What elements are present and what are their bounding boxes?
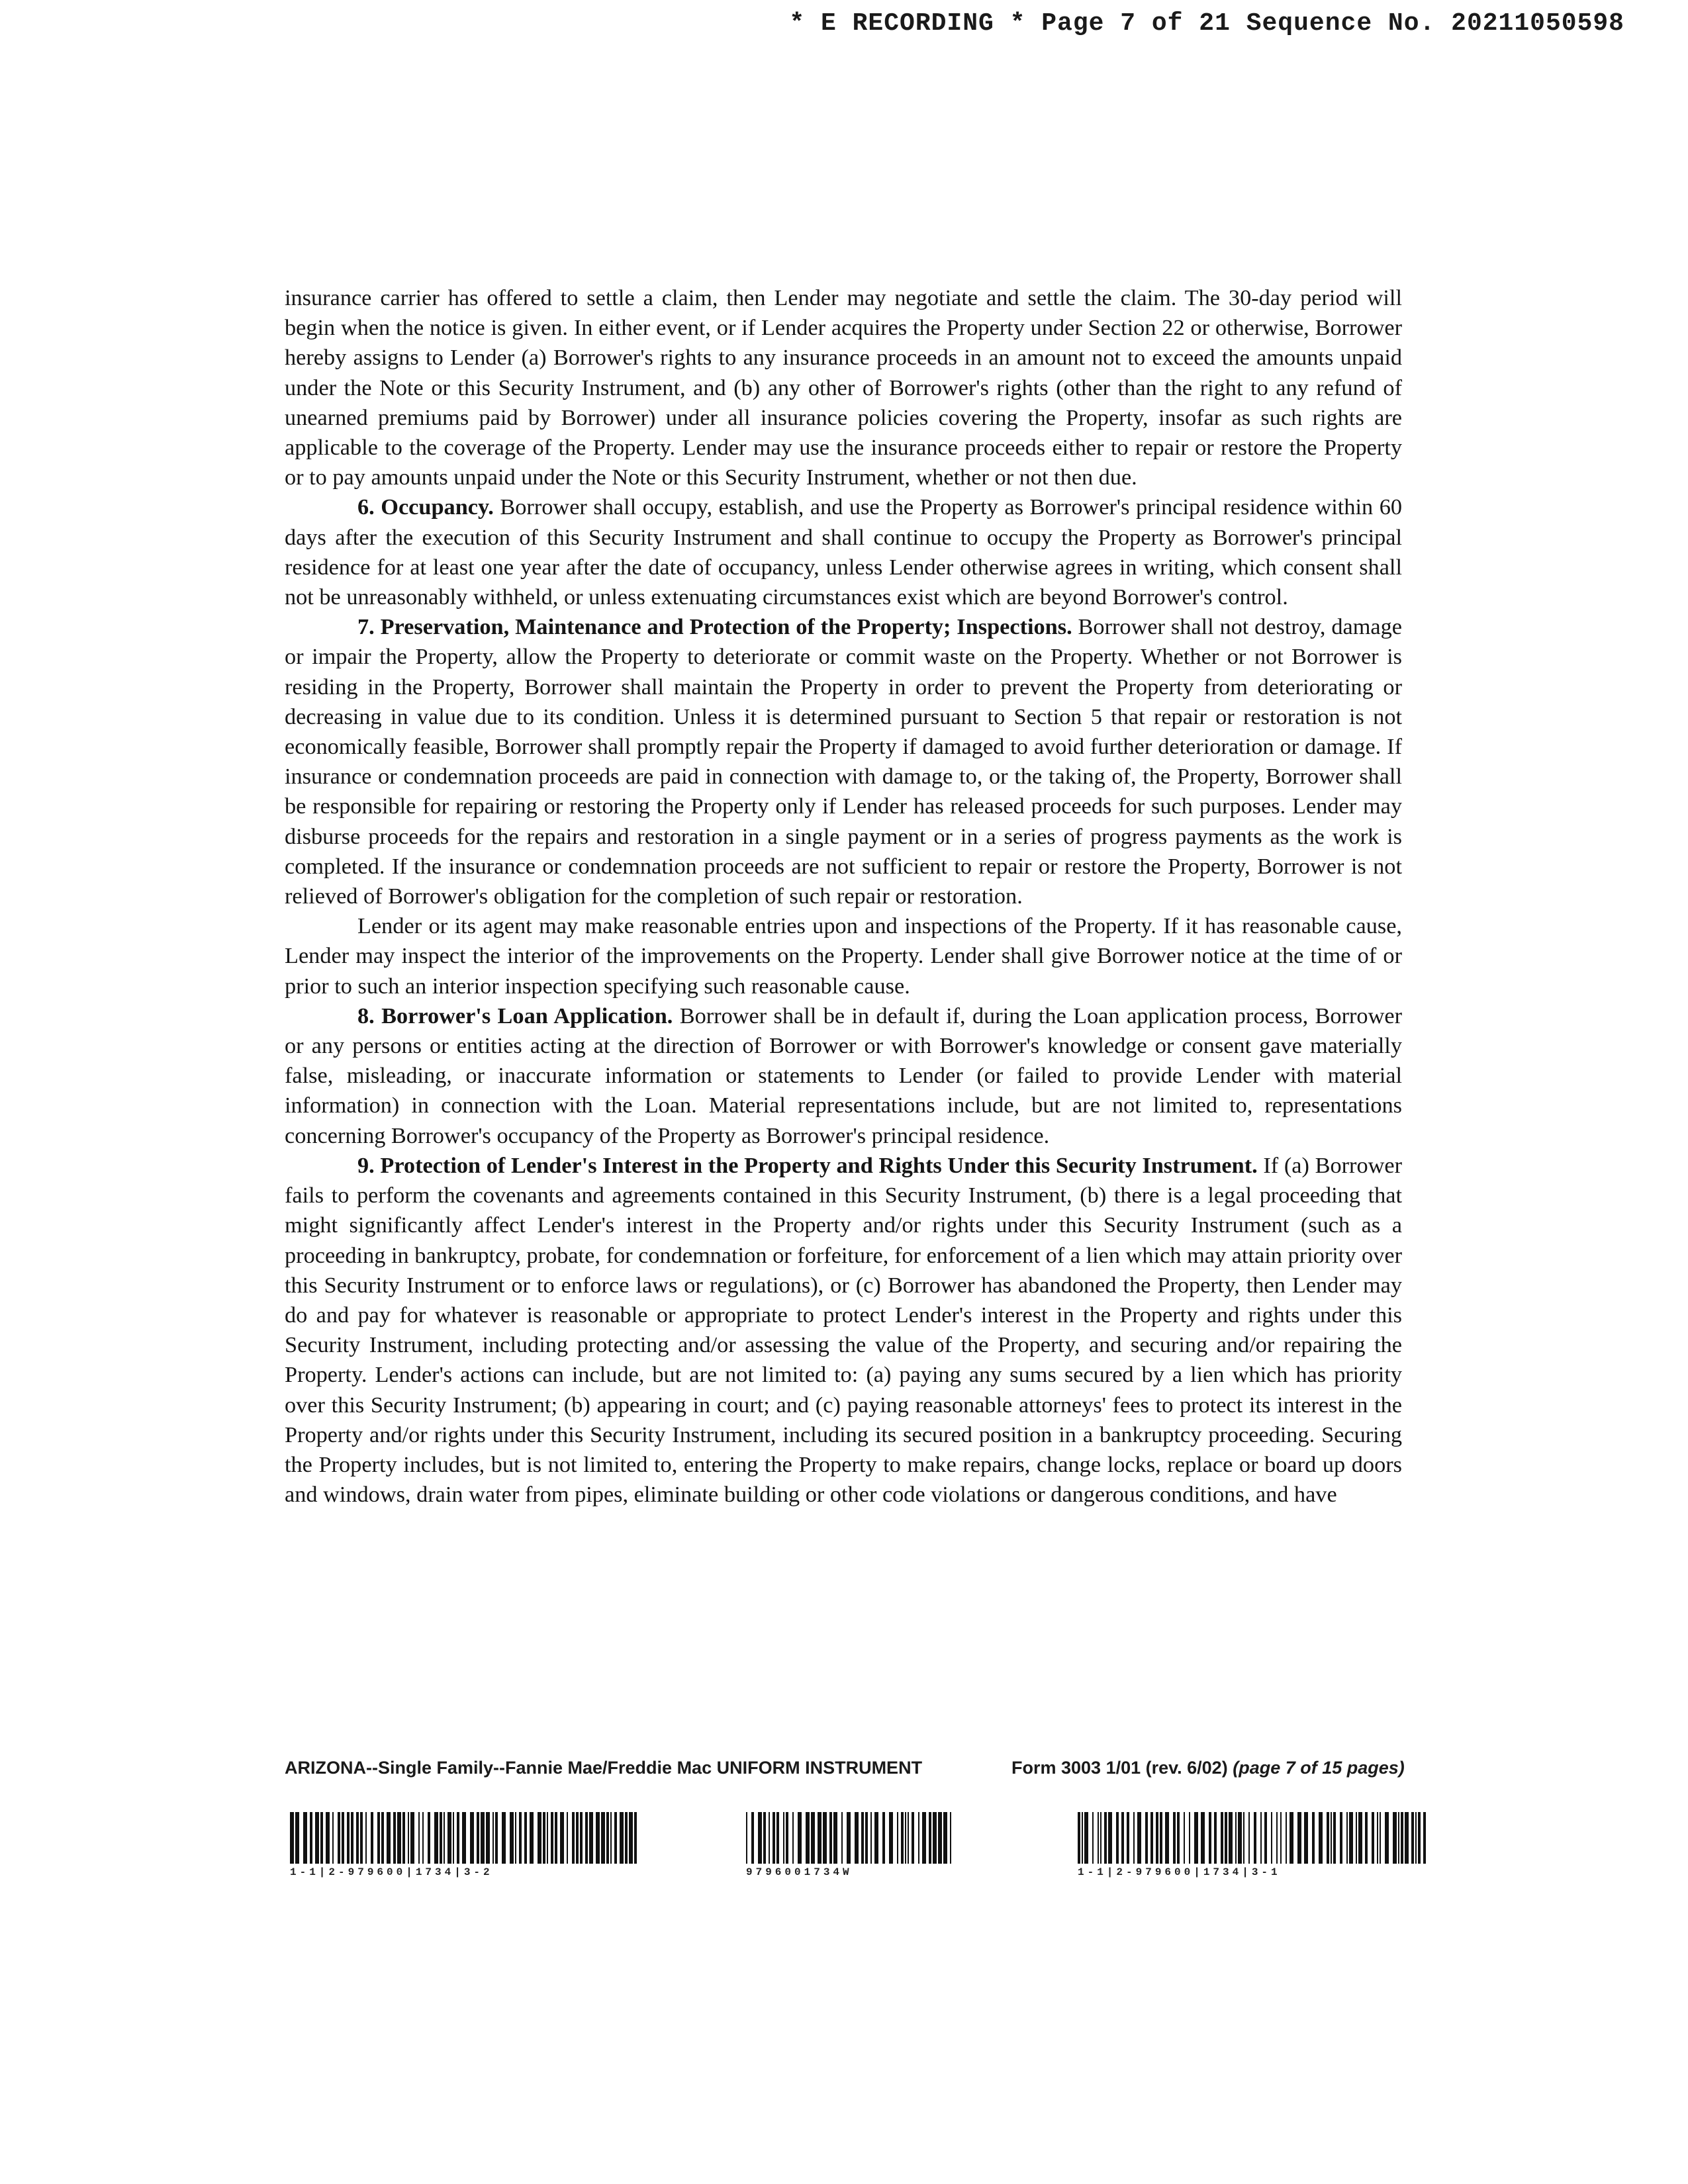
barcode-bar <box>572 1812 575 1864</box>
barcode-bar <box>1248 1812 1250 1864</box>
barcode-bar <box>492 1812 494 1864</box>
barcode-bar <box>798 1812 802 1864</box>
barcode-bar <box>338 1812 340 1864</box>
barcode-bar <box>444 1812 445 1864</box>
barcode-bar <box>614 1812 617 1864</box>
barcode-bar <box>530 1812 534 1864</box>
barcode-bar <box>560 1812 564 1864</box>
barcode-bar <box>620 1812 624 1864</box>
barcode-bar <box>457 1812 459 1864</box>
barcode-bar <box>1225 1812 1227 1864</box>
barcode-bar <box>1121 1812 1124 1864</box>
barcode-bar <box>1243 1812 1244 1864</box>
paragraph-text: Lender or its agent may make reasonable entries upon and inspections of the Property. If it has reasonable cause, Lender may inspect the interior of the improvements on the Property. Lender shall give Borrower notice at the time of or prior to such an interior inspection specifying such reasonable cause. <box>285 913 1402 999</box>
barcode-bar <box>332 1812 334 1864</box>
barcode-bar <box>806 1812 810 1864</box>
barcode-bar <box>477 1812 479 1864</box>
barcode-bar <box>428 1812 430 1864</box>
barcode-bar <box>510 1812 514 1864</box>
barcode-bar <box>502 1812 506 1864</box>
barcode-bar <box>855 1812 859 1864</box>
barcode <box>1078 1812 1429 1881</box>
barcode-bar <box>1276 1812 1278 1864</box>
barcode-bar <box>1418 1812 1421 1864</box>
barcode-caption: 9796001734W <box>746 1866 853 1878</box>
barcode-bar <box>351 1812 353 1864</box>
barcode-bar <box>519 1812 522 1864</box>
barcode-bar <box>326 1812 330 1864</box>
barcode-bar <box>1423 1812 1426 1864</box>
barcode-bar <box>746 1812 747 1864</box>
barcode-bar <box>882 1812 885 1864</box>
barcode-bar <box>1280 1812 1282 1864</box>
barcode-bar <box>1150 1812 1153 1864</box>
paragraph-text: Borrower shall not destroy, damage or impair the Property, allow the Property to deteriorate or commit waste on the Property. Whether or not Borrower is residing in the Property, Borrower shall maintain the Property in order to prevent the Property from deteriorating or decreasing in value due to its condition. Unless it is determined pursuant to Section 5 that repair or restoration is not economically feasible, Borrower shall promptly repair the Property if damaged to avoid further deterioration or damage. If insurance or condemnation proceeds are paid in connection with damage to, or the taking of, the Property, Borrower shall be responsible for repairing or restoring the Property only if Lender has released proceeds for such purposes. Lender may disburse proceeds for the repairs and restoration in a single payment or in a series of progress payments as the work is completed. If the insurance or condemnation proceeds are not sufficient to repair or restore the Property, Borrower is not relieved of Borrower's obligation for the completion of such repair or restoration. <box>285 614 1402 909</box>
barcode-bar <box>1377 1812 1378 1864</box>
barcode <box>746 1812 957 1881</box>
form-footer <box>285 1758 1410 1778</box>
barcode-bar <box>1160 1812 1162 1864</box>
barcode-bar <box>889 1812 893 1864</box>
barcode-bar <box>1177 1812 1180 1864</box>
barcode-bar <box>402 1812 405 1864</box>
barcode-caption: 1-1|2-979600|1734|3-1 <box>1078 1866 1281 1878</box>
paragraph-heading: 9. Protection of Lender's Interest in the Property and Rights Under this Security Instrument. <box>357 1152 1258 1178</box>
barcode-bar <box>1221 1812 1223 1864</box>
barcode-bar <box>874 1812 878 1864</box>
barcode-bar <box>1254 1812 1256 1864</box>
barcode-bar <box>360 1812 363 1864</box>
barcode-bar <box>310 1812 312 1864</box>
barcode-bar <box>938 1812 942 1864</box>
barcode-bar <box>538 1812 541 1864</box>
barcode-bar <box>1084 1812 1088 1864</box>
barcode-bar <box>912 1812 914 1864</box>
barcode-bar <box>829 1812 832 1864</box>
barcode-bar <box>1411 1812 1414 1864</box>
barcode <box>290 1812 641 1881</box>
barcode-bar <box>625 1812 628 1864</box>
barcode-bar <box>320 1812 323 1864</box>
barcode-bar <box>1194 1812 1198 1864</box>
barcode-bar <box>905 1812 906 1864</box>
barcode-bar <box>1319 1812 1323 1864</box>
barcode-bar <box>1271 1812 1272 1864</box>
barcode-bar <box>1331 1812 1332 1864</box>
paragraph-occupancy <box>285 492 1402 612</box>
barcode-bar <box>371 1812 373 1864</box>
barcode-bars <box>746 1812 957 1864</box>
barcode-bar <box>773 1812 775 1864</box>
barcode-bar <box>462 1812 466 1864</box>
barcode-bar <box>1286 1812 1287 1864</box>
paragraph-inspections <box>285 911 1402 1001</box>
barcode-bar <box>1401 1812 1403 1864</box>
barcode-bar <box>606 1812 609 1864</box>
barcode-bar <box>1260 1812 1262 1864</box>
barcode-bar <box>1229 1812 1233 1864</box>
barcode-bar <box>290 1812 294 1864</box>
barcode-bar <box>440 1812 442 1864</box>
barcode-bar <box>418 1812 420 1864</box>
barcode-bars <box>290 1812 641 1864</box>
barcode-bar <box>786 1812 788 1864</box>
barcode-bar <box>524 1812 527 1864</box>
barcode-bar <box>908 1812 909 1864</box>
barcode-bar <box>897 1812 898 1864</box>
barcode-bar <box>547 1812 548 1864</box>
footer-instrument: ARIZONA--Single Family--Fannie Mae/Freddie Mac UNIFORM INSTRUMENT <box>285 1758 923 1778</box>
paragraph-text: insurance carrier has offered to settle a claim, then Lender may negotiate and settle the claim. The 30-day period will begin when the notice is given. In either event, or if Lender acquires the Property under Section 22 or otherwise, Borrower hereby assigns to Lender (a) Borrower's rights to any insurance proceeds in an amount not to exceed the amounts unpaid under the Note or this Security Instrument, and (b) any other of Borrower's rights (other than the right to any refund of unearned premiums paid by Borrower) under all insurance policies covering the Property, insofar as such rights are applicable to the coverage of the Property. Lender may use the insurance proceeds either to repair or restore the Property or to pay amounts unpaid under the Note or this Security Instrument, whether or not then due. <box>285 285 1402 490</box>
barcode-bar <box>1365 1812 1368 1864</box>
barcode-bar <box>629 1812 633 1864</box>
barcode-bar <box>303 1812 307 1864</box>
barcode-bar <box>922 1812 926 1864</box>
barcode-bar <box>751 1812 754 1864</box>
barcode-bar <box>1082 1812 1083 1864</box>
barcode-bar <box>918 1812 919 1864</box>
barcode-bar <box>1358 1812 1362 1864</box>
barcode-bar <box>776 1812 779 1864</box>
barcode-caption: 1-1|2-979600|1734|3-2 <box>290 1866 493 1878</box>
barcode-bar <box>1238 1812 1242 1864</box>
barcode-bar <box>1235 1812 1237 1864</box>
barcode-bar <box>1098 1812 1099 1864</box>
barcode-bar <box>1393 1812 1397 1864</box>
barcode-bar <box>486 1812 490 1864</box>
barcode-bar <box>377 1812 380 1864</box>
barcode-bar <box>833 1812 837 1864</box>
barcode-bar <box>1165 1812 1169 1864</box>
barcode-bar <box>818 1812 821 1864</box>
barcode-bar <box>381 1812 384 1864</box>
barcode-bar <box>601 1812 605 1864</box>
paragraph-preservation <box>285 612 1402 911</box>
barcode-bar <box>861 1812 864 1864</box>
barcode-bar <box>1133 1812 1135 1864</box>
barcode-bar <box>929 1812 931 1864</box>
barcode-bar <box>1340 1812 1342 1864</box>
barcode-bar <box>943 1812 947 1864</box>
barcode-bar <box>1201 1812 1205 1864</box>
paragraph-heading: 6. Occupancy. <box>357 494 494 520</box>
barcode-bar <box>596 1812 600 1864</box>
barcode-bar <box>763 1812 766 1864</box>
barcode-bar <box>567 1812 568 1864</box>
barcode-bar <box>585 1812 588 1864</box>
barcode-bar <box>1398 1812 1399 1864</box>
barcode-bar <box>1264 1812 1267 1864</box>
barcode-bar <box>555 1812 557 1864</box>
barcode-bar <box>811 1812 815 1864</box>
barcode-bar <box>1415 1812 1417 1864</box>
barcode-bar <box>515 1812 516 1864</box>
barcode-bar <box>1100 1812 1102 1864</box>
barcode-bar <box>1214 1812 1217 1864</box>
barcode-bar <box>1349 1812 1353 1864</box>
barcode-bar <box>551 1812 553 1864</box>
barcode-bar <box>1372 1812 1374 1864</box>
recording-header: * E RECORDING * Page 7 of 21 Sequence No. 20211050598 <box>789 9 1624 38</box>
barcode-bar <box>841 1812 843 1864</box>
barcode-bar <box>865 1812 868 1864</box>
barcode-bar <box>1104 1812 1107 1864</box>
barcode-bar <box>1156 1812 1158 1864</box>
footer-form-number: Form 3003 1/01 (rev. 6/02) <box>1011 1758 1228 1778</box>
barcode-bar <box>576 1812 579 1864</box>
barcode-bar <box>1356 1812 1357 1864</box>
barcode-bar <box>356 1812 359 1864</box>
barcode-bar <box>1312 1812 1315 1864</box>
barcode-bar <box>1405 1812 1409 1864</box>
barcode-bar <box>470 1812 474 1864</box>
barcode-bars <box>1078 1812 1429 1864</box>
barcode-bar <box>347 1812 350 1864</box>
barcode-bar <box>1108 1812 1112 1864</box>
barcode-bar <box>634 1812 637 1864</box>
barcode-bar <box>1173 1812 1176 1864</box>
barcode-bar <box>901 1812 904 1864</box>
paragraph-heading: 8. Borrower's Loan Application. <box>357 1003 673 1028</box>
barcode-bar <box>342 1812 344 1864</box>
barcode-bar <box>1346 1812 1348 1864</box>
barcode-bar <box>365 1812 367 1864</box>
barcode-bar <box>589 1812 593 1864</box>
barcode-bar <box>1380 1812 1381 1864</box>
barcode-bar <box>1116 1812 1119 1864</box>
barcode-bar <box>823 1812 827 1864</box>
barcode-bar <box>1297 1812 1301 1864</box>
barcode-bar <box>1304 1812 1308 1864</box>
document-body <box>285 283 1402 1510</box>
barcode-bar <box>792 1812 794 1864</box>
barcode-bar <box>1127 1812 1129 1864</box>
barcode-bar <box>758 1812 762 1864</box>
barcode-bar <box>610 1812 612 1864</box>
barcode-bar <box>1092 1812 1094 1864</box>
footer-page-ref: (page 7 of 15 pages) <box>1233 1758 1405 1778</box>
barcode-bar <box>481 1812 485 1864</box>
barcode-bar <box>408 1812 409 1864</box>
barcode-bar <box>1289 1812 1293 1864</box>
barcode-bar <box>495 1812 498 1864</box>
barcode-bar <box>295 1812 299 1864</box>
barcode-bar <box>315 1812 319 1864</box>
barcode-bar <box>1137 1812 1141 1864</box>
barcode-bar <box>1189 1812 1190 1864</box>
barcode-bar <box>783 1812 784 1864</box>
paragraph-heading: 7. Preservation, Maintenance and Protection of the Property; Inspections. <box>357 614 1072 640</box>
barcode-bar <box>933 1812 937 1864</box>
barcode-bar <box>543 1812 545 1864</box>
barcode-bar <box>397 1812 401 1864</box>
barcode-bar <box>1145 1812 1148 1864</box>
barcode-bar <box>1078 1812 1080 1864</box>
paragraph-text: If (a) Borrower fails to perform the covenants and agreements contained in this Security Instrument, (b) there is a legal proceeding that might significantly affect Lender's interest in the Property and/or rights under this Security Instrument (such as a proceeding in bankruptcy, probate, for condemnation or forfeiture, for enforcement of a lien which may attain priority over this Security Instrument or to enforce laws or regulations), or (c) Borrower has abandoned the Property, then Lender may do and pay for whatever is reasonable or appropriate to protect Lender's interest in the Property and rights under this Security Instrument, including protecting and/or assessing the value of the Property, and securing and/or repairing the Property. Lender's actions can include, but are not limited to: (a) paying any sums secured by a lien which has priority over this Security Instrument; (b) appearing in court; and (c) paying reasonable attorneys' fees to protect its interest in the Property and/or rights under this Security Instrument, including its secured position in a bankruptcy proceeding. Securing the Property includes, but is not limited to, entering the Property to make repairs, change locks, replace or board up doors and windows, drain water from pipes, eliminate building or other code violations or dangerous conditions, and have <box>285 1152 1403 1508</box>
paragraph-loan-application <box>285 1001 1402 1151</box>
paragraph-text: Borrower shall occupy, establish, and use the Property as Borrower's principal residence within 60 days after the execution of this Security Instrument and shall continue to occupy the Property as Borrower's principal residence for at least one year after the date of occupancy, unless Lender otherwise agrees in writing, which consent shall not be unreasonably withheld, or unless extenuating circumstances exist which are beyond Borrower's control. <box>285 494 1403 610</box>
barcode-bar <box>410 1812 414 1864</box>
paragraph-insurance-continued <box>285 283 1402 492</box>
barcode-bar <box>870 1812 872 1864</box>
barcode-bar <box>393 1812 396 1864</box>
barcode-bar <box>580 1812 583 1864</box>
barcode-bar <box>769 1812 770 1864</box>
paragraph-text: Borrower shall be in default if, during the Loan application process, Borrower or any persons or entities acting at the direction of Borrower or with Borrower's knowledge or consent gave materially false, misleading, or inaccurate information or statements to Lender (or failed to provide Lender with material information) in connection with the Loan. Material representations include, but are not limited to, representations concerning Borrower's occupancy of the Property as Borrower's principal residence. <box>285 1003 1402 1148</box>
barcode-bar <box>1327 1812 1329 1864</box>
barcode-bar <box>434 1812 438 1864</box>
footer-form-id <box>1011 1758 1405 1778</box>
barcode-bar <box>422 1812 424 1864</box>
barcode-bar <box>1184 1812 1185 1864</box>
barcode-bar <box>447 1812 451 1864</box>
barcode-bar <box>950 1812 951 1864</box>
barcode-bar <box>1385 1812 1389 1864</box>
barcode-bar <box>387 1812 391 1864</box>
barcode-bar <box>453 1812 454 1864</box>
barcode-bar <box>1333 1812 1336 1864</box>
barcode-bar <box>1209 1812 1211 1864</box>
paragraph-protection <box>285 1151 1402 1510</box>
barcode-bar <box>847 1812 851 1864</box>
